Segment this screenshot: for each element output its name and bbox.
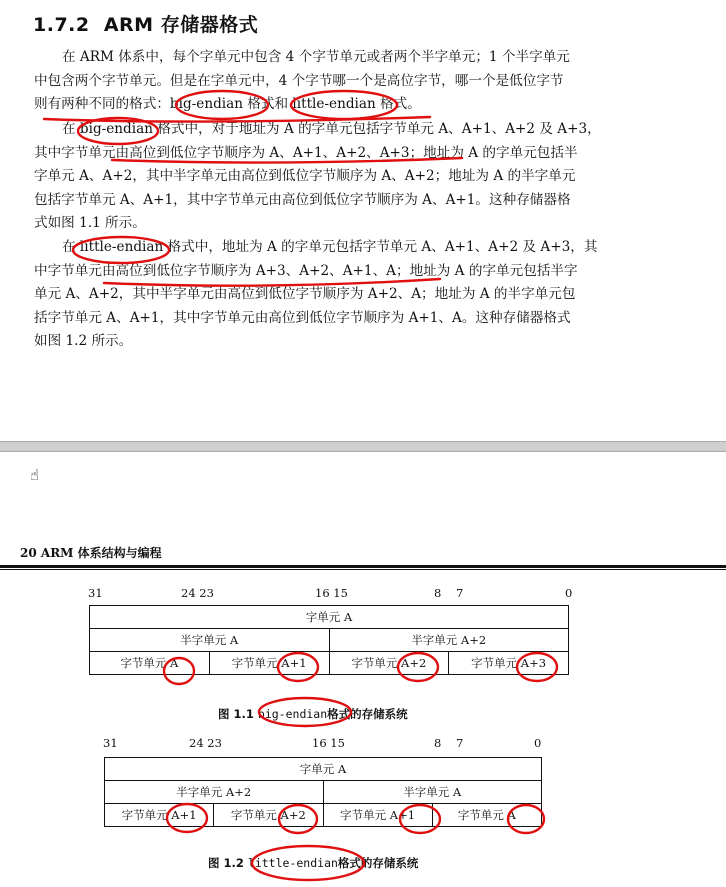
bit-label: 31 (88, 586, 103, 600)
section-heading (33, 10, 258, 37)
text-line: 包括字节单元 A、A+1，其中字节单元由高位到低位字节顺序为 A、A+1。这种存储器格 (34, 191, 571, 208)
byte-cell: 字节单元 A+2 (214, 804, 323, 827)
figure-caption-1 (218, 706, 408, 722)
halfword-cell: 半字单元 A+2 (329, 629, 569, 652)
bit-label: 8 (434, 586, 442, 600)
caption-code: big-endian (257, 707, 328, 721)
text-line: 其中字节单元由高位到低位字节顺序为 A、A+1、A+2、A+3；地址为 A 的字单元包括半 (34, 144, 578, 161)
bit-label: 8 (434, 736, 442, 750)
byte-cell: 字节单元 A+1 (105, 804, 214, 827)
section-number: 1.7.2 (33, 14, 90, 36)
halfword-cell: 半字单元 A+2 (105, 781, 324, 804)
caption-code: little-endian (247, 856, 338, 870)
text-line: 在 ARM 体系中，每个字单元中包含 4 个字节单元或者两个半字单元；1 个半字单元 (62, 49, 570, 65)
paragraph-1 (34, 46, 674, 117)
text-line: 则有两种不同的格式：big-endian 格式和 little-endian 格式。 (34, 96, 421, 113)
section-title: ARM 存储器格式 (103, 14, 259, 36)
byte-cell: 字节单元 A+3 (449, 652, 569, 675)
text-line: 中包含两个字节单元。但是在字单元中，4 个字节哪一个是高位字节，哪一个是低位字节 (34, 72, 564, 89)
halfword-cell: 半字单元 A (323, 781, 542, 804)
bit-label: 7 (456, 736, 464, 750)
bit-label: 16 15 (312, 736, 345, 750)
byte-cell: 字节单元 A+1 (209, 652, 329, 675)
caption-number: 图 1.1 (218, 707, 254, 721)
text-line: 式如图 1.1 所示。 (34, 215, 146, 232)
text-line: 如图 1.2 所示。 (34, 333, 133, 350)
running-header: 20 ARM 体系结构与编程 (20, 546, 162, 560)
header-rule (0, 565, 726, 568)
text-line: 中字节单元由高位到低位字节顺序为 A+3、A+2、A+1、A；地址为 A 的字单元包括半字 (34, 262, 578, 279)
caption-number: 图 1.2 (208, 856, 244, 870)
page-upper (0, 0, 726, 440)
text-line: 字单元 A、A+2，其中半字单元由高位到低位字节顺序为 A、A+2；地址为 A 的半字单元 (34, 168, 576, 185)
bit-label: 24 23 (181, 586, 214, 600)
bit-label: 0 (565, 586, 573, 600)
header-rule-thin (0, 569, 726, 570)
bit-label: 7 (456, 586, 464, 600)
page-divider (0, 441, 726, 452)
bit-label: 31 (103, 736, 118, 750)
byte-cell: 字节单元 A (432, 804, 541, 827)
paragraph-2 (34, 118, 674, 236)
bit-label: 16 15 (315, 586, 348, 600)
word-cell: 字单元 A (90, 606, 569, 629)
hand-cursor-icon: ☝ (30, 466, 40, 484)
bit-label: 0 (534, 736, 542, 750)
text-line: 括字节单元 A、A+1，其中字节单元由高位到低位字节顺序为 A+1、A。这种存储器格式 (34, 309, 571, 326)
text-line: 在 little-endian 格式中，地址为 A 的字单元包括字节单元 A、A+1、A+2 及 A+3，其 (62, 239, 598, 255)
memory-table-little-endian (104, 757, 542, 827)
byte-cell: 字节单元 A+1 (323, 804, 432, 827)
halfword-cell: 半字单元 A (90, 629, 330, 652)
caption-text: 格式的存储系统 (327, 707, 408, 721)
byte-cell: 字节单元 A (90, 652, 210, 675)
bit-label: 24 23 (189, 736, 222, 750)
text-line: 单元 A、A+2，其中半字单元由高位到低位字节顺序为 A+2、A；地址为 A 的半字单元包 (34, 286, 576, 303)
paragraph-3 (34, 236, 674, 354)
word-cell: 字单元 A (105, 758, 542, 781)
caption-text: 格式的存储系统 (337, 856, 419, 870)
memory-table-big-endian (89, 605, 569, 675)
byte-cell: 字节单元 A+2 (329, 652, 449, 675)
figure-caption-2 (208, 855, 418, 871)
text-line: 在 big-endian 格式中，对于地址为 A 的字单元包括字节单元 A、A+1、A+2 及 A+3， (62, 121, 601, 137)
